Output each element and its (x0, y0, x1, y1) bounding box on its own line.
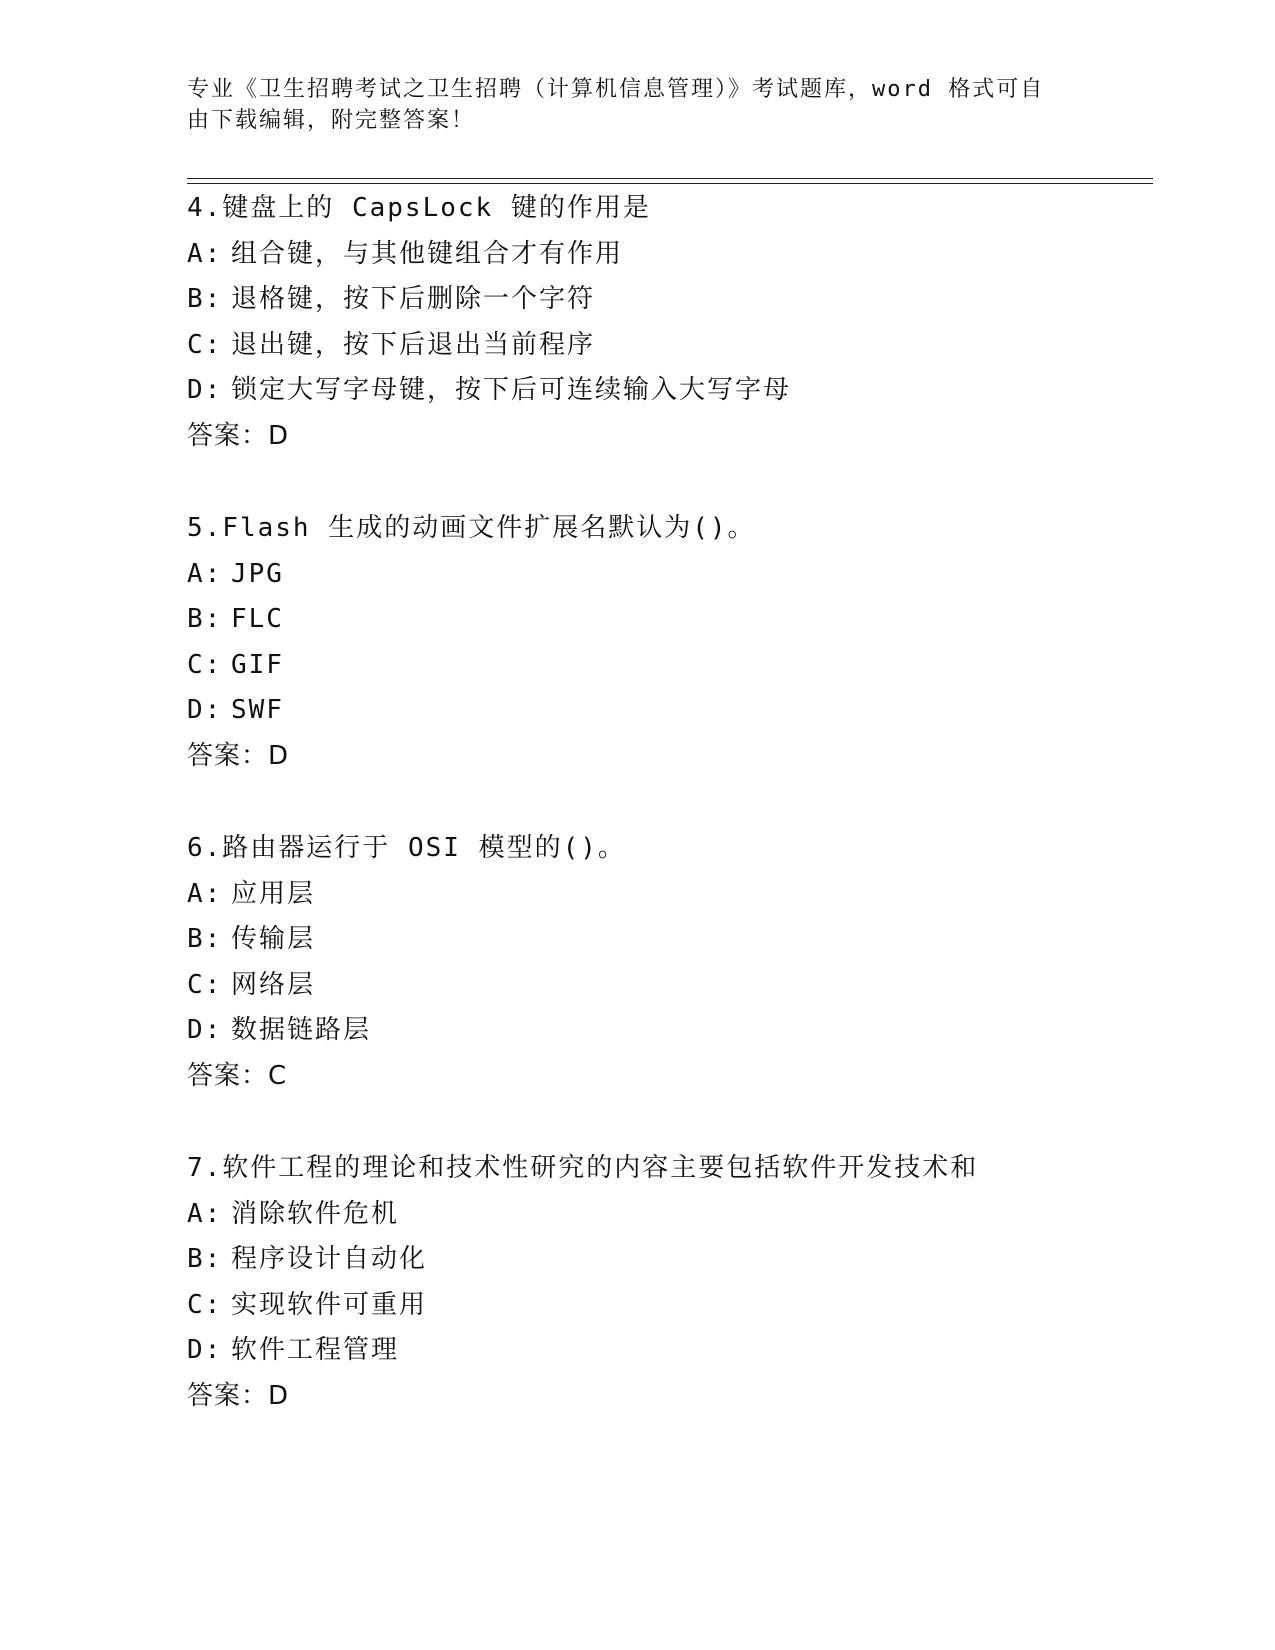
option-text: 网络层 (231, 969, 316, 1000)
header-divider (187, 178, 1153, 184)
option-a (187, 872, 1187, 918)
option-text: 程序设计自动化 (231, 1244, 428, 1274)
option-text: 应用层 (231, 878, 316, 909)
option-letter: C: (187, 1289, 223, 1320)
option-a (187, 232, 1187, 278)
question-stem: 5.Flash 生成的动画文件扩展名默认为()。 (187, 513, 756, 543)
option-letter: B: (187, 604, 223, 634)
header-line-1: 专业《卫生招聘考试之卫生招聘（计算机信息管理）》考试题库，word 格式可自 (187, 77, 1045, 102)
option-c (187, 963, 1187, 1009)
question-list (187, 186, 1187, 1466)
option-c (187, 1283, 1187, 1329)
option-letter: A: (187, 238, 223, 269)
question-7 (187, 1146, 1187, 1466)
option-b (187, 917, 1187, 963)
option-letter: A: (187, 878, 223, 909)
option-d (187, 368, 1187, 414)
option-text: SWF (231, 695, 284, 725)
option-text: 数据链路层 (231, 1015, 372, 1045)
document-header (187, 74, 1067, 136)
option-text: 退格键，按下后删除一个字符 (231, 284, 596, 314)
option-d (187, 688, 1187, 734)
option-b (187, 1237, 1187, 1283)
option-letter: D: (187, 1335, 223, 1365)
question-stem: 4.键盘上的 CapsLock 键的作用是 (187, 193, 651, 223)
option-letter: C: (187, 969, 223, 1000)
option-d (187, 1328, 1187, 1374)
option-letter: B: (187, 284, 223, 314)
option-text: 软件工程管理 (231, 1335, 400, 1365)
option-letter: A: (187, 558, 223, 589)
option-letter: A: (187, 1198, 223, 1229)
answer-line: 答案：D (187, 420, 290, 451)
option-b (187, 597, 1187, 643)
option-letter: C: (187, 649, 223, 680)
option-d (187, 1008, 1187, 1054)
question-stem: 6.路由器运行于 OSI 模型的()。 (187, 833, 626, 863)
question-4 (187, 186, 1187, 506)
question-5 (187, 506, 1187, 826)
answer-line: 答案：D (187, 740, 290, 771)
option-a (187, 1192, 1187, 1238)
option-letter: D: (187, 695, 223, 725)
option-text: 退出键，按下后退出当前程序 (231, 329, 596, 360)
option-c (187, 643, 1187, 689)
option-text: FLC (231, 604, 284, 634)
option-letter: B: (187, 924, 223, 954)
option-letter: B: (187, 1244, 223, 1274)
option-text: 组合键，与其他键组合才有作用 (231, 238, 624, 269)
option-c (187, 323, 1187, 369)
question-6 (187, 826, 1187, 1146)
option-letter: D: (187, 1015, 223, 1045)
option-text: 实现软件可重用 (231, 1289, 428, 1320)
option-text: JPG (231, 558, 284, 589)
option-b (187, 277, 1187, 323)
question-stem: 7.软件工程的理论和技术性研究的内容主要包括软件开发技术和 (187, 1153, 979, 1183)
answer-line: 答案：D (187, 1380, 290, 1411)
option-text: 消除软件危机 (231, 1198, 400, 1229)
option-text: 锁定大写字母键，按下后可连续输入大写字母 (231, 375, 792, 405)
option-letter: C: (187, 329, 223, 360)
option-text: 传输层 (231, 924, 316, 954)
option-text: GIF (231, 649, 284, 680)
answer-line: 答案：C (187, 1060, 288, 1091)
option-a (187, 552, 1187, 598)
header-line-2: 由下载编辑，附完整答案！ (187, 108, 476, 133)
option-letter: D: (187, 375, 223, 405)
